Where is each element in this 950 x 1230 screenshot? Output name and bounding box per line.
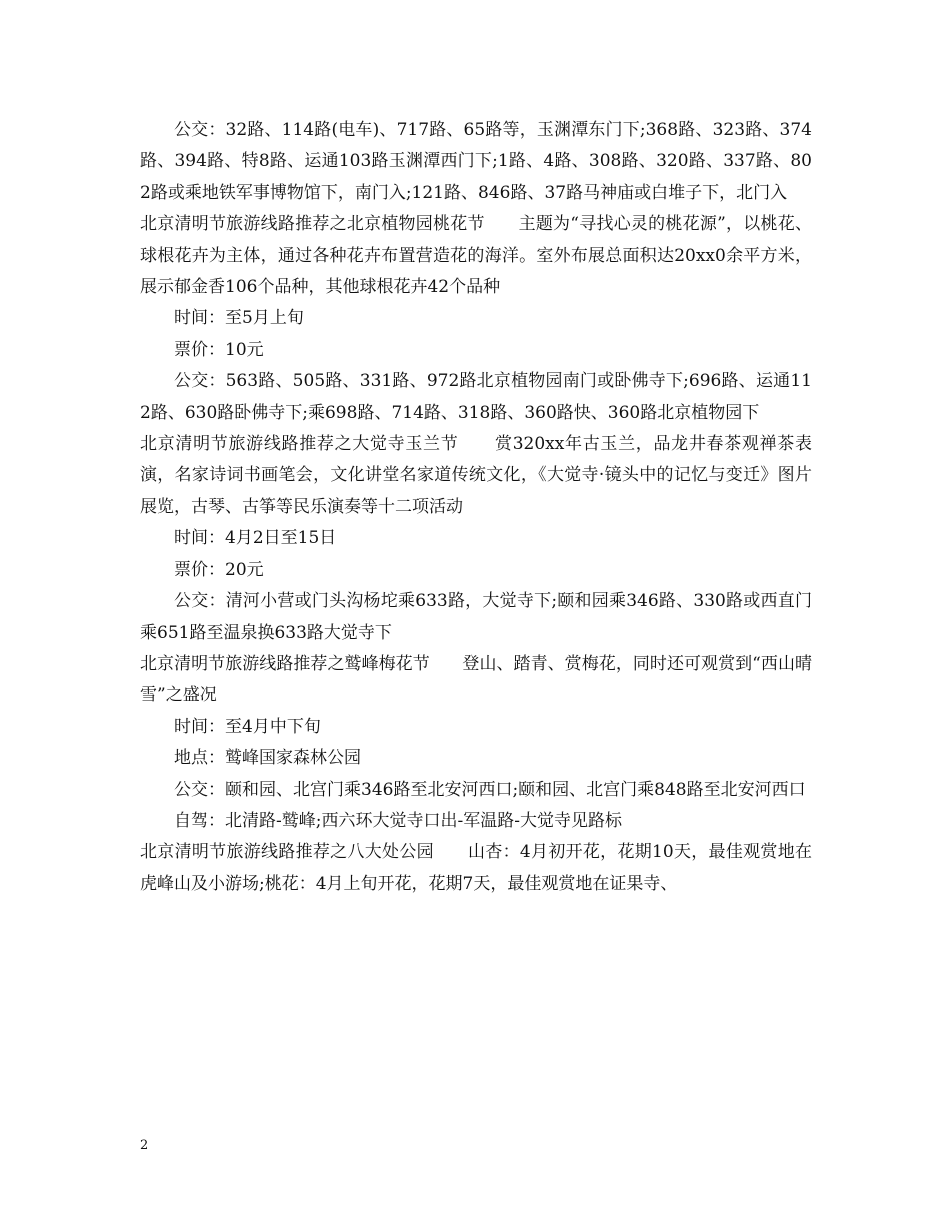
body-paragraph: 票价：20元 xyxy=(174,559,264,580)
body-paragraph: 公交：32路、114路(电车)、717路、65路等，玉渊潭东门下;368路、323路、374路、394路、特8路、运通103路玉渊潭西门下;1路、4路、308路、320路、337路、802路或乘地铁军事博物馆下，南门入;121路、846路、37路马神庙或白堆子下，北门入 xyxy=(140,120,812,203)
body-paragraph: 公交：颐和园、北宫门乘346路至北安河西口;颐和园、北宫门乘848路至北安河西口 xyxy=(174,779,806,800)
section-heading-paragraph: 北京清明节旅游线路推荐之大觉寺玉兰节 赏320xx年古玉兰，品龙井春茶观禅茶表演，名家诗词书画笔会，文化讲堂名家道传统文化，《大觉寺·镜头中的记忆与变迁》图片展览，古琴、古筝等民乐演奏等十二项活动 xyxy=(140,434,812,517)
body-paragraph: 公交：清河小营或门头沟杨坨乘633路，大觉寺下;颐和园乘346路、330路或西直门乘651路至温泉换633路大觉寺下 xyxy=(140,591,812,643)
page-body xyxy=(140,115,812,900)
body-paragraph: 自驾：北清路-鹫峰;西六环大觉寺口出-军温路-大觉寺见路标 xyxy=(174,810,622,831)
page-number: 2 xyxy=(140,1138,149,1153)
body-paragraph: 时间：4月2日至15日 xyxy=(174,528,337,549)
body-paragraph: 票价：10元 xyxy=(174,339,264,360)
section-heading-paragraph: 北京清明节旅游线路推荐之北京植物园桃花节 主题为“寻找心灵的桃花源”，以桃花、球根花卉为主体，通过各种花卉布置营造花的海洋。室外布展总面积达20xx0余平方米，展示郁金香106个品种，其他球根花卉42个品种 xyxy=(140,214,812,298)
body-paragraph: 时间：至4月中下旬 xyxy=(174,716,321,737)
body-paragraph: 时间：至5月上旬 xyxy=(174,308,304,329)
section-heading-paragraph: 北京清明节旅游线路推荐之八大处公园 山杏：4月初开花，花期10天，最佳观赏地在虎峰山及小游场;桃花：4月上旬开花，花期7天，最佳观赏地在证果寺、 xyxy=(140,842,812,894)
body-paragraph: 公交：563路、505路、331路、972路北京植物园南门或卧佛寺下;696路、运通112路、630路卧佛寺下;乘698路、714路、318路、360路快、360路北京植物园下 xyxy=(140,371,812,423)
section-heading-paragraph: 北京清明节旅游线路推荐之鹫峰梅花节 登山、踏青、赏梅花，同时还可观赏到“西山晴雪”之盛况 xyxy=(140,653,812,706)
body-paragraph: 地点：鹫峰国家森林公园 xyxy=(174,748,361,769)
